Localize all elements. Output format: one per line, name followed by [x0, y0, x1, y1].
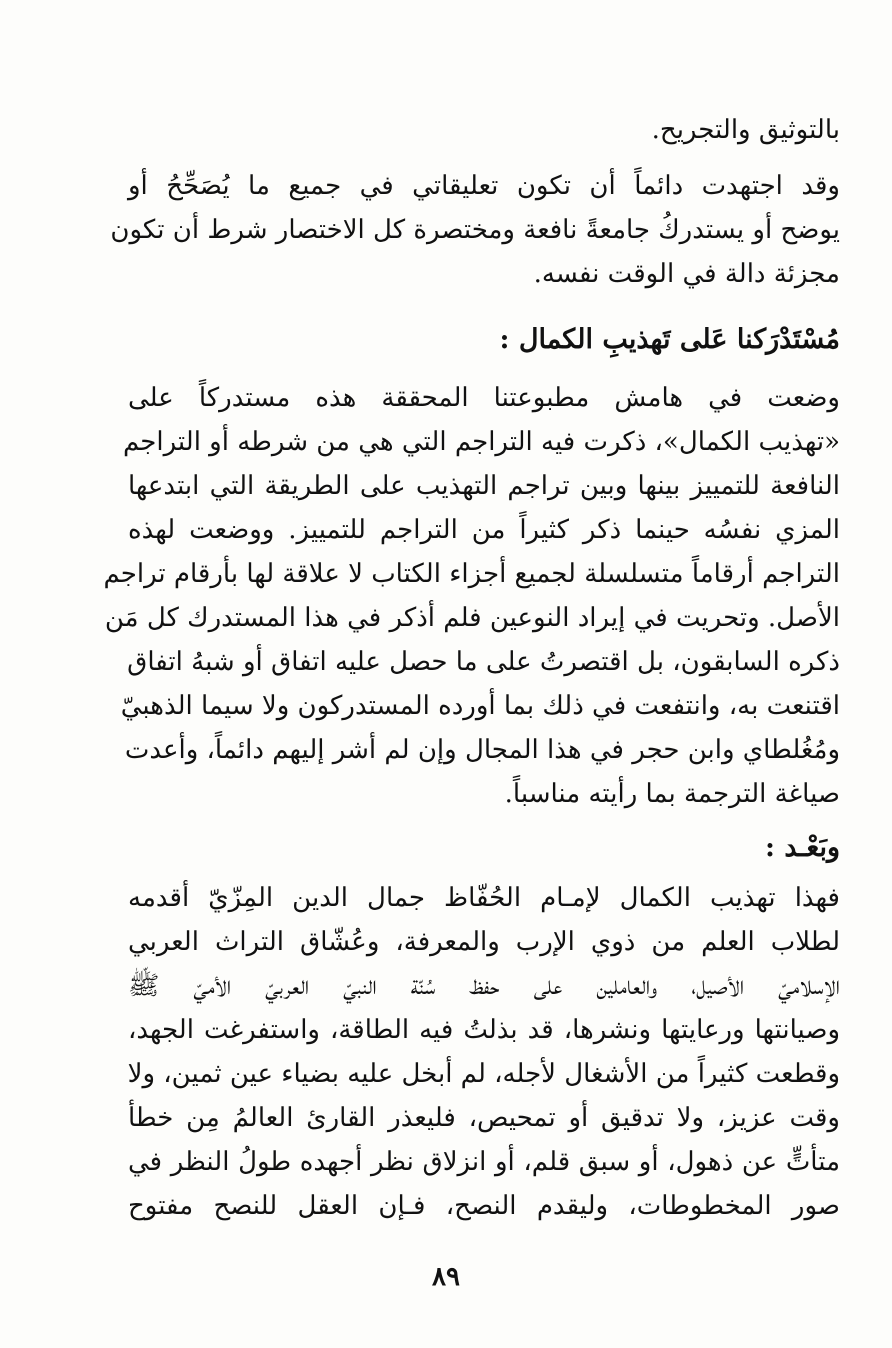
text-line: المزي نفسُه حينما ذكر كثيراً من التراجم للتمييز. ووضعت لهذه — [128, 515, 840, 545]
text-line: الأصل. وتحريت في إيراد النوعين فلم أذكر في هذا المستدرك كل مَن — [104, 603, 840, 633]
text-line: وصيانتها ورعايتها ونشرها، قد بذلتُ فيه الطاقة، واستفرغت الجهد، — [128, 1015, 840, 1045]
text-line: وقت عزيز، ولا تدقيق أو تمحيص، فليعذر القارئ العالمُ مِن خطأ — [128, 1103, 840, 1133]
text-line: ذكره السابقون، بل اقتصرتُ على ما حصل عليه اتفاق أو شبهُ اتفاق — [127, 647, 840, 677]
text-line: ومُغُلطاي وابن حجر في هذا المجال وإن لم أشر إليهم دائماً، وأعدت — [124, 735, 840, 765]
text-line: متأتٍّ عن ذهول، أو سبق قلم، أو انزلاق نظر أجهده طولُ النظر في — [128, 1147, 840, 1177]
text-line: فهذا تهذيب الكمال لإمـام الحُفّاظ جمال الدين المِزّيّ أقدمه — [128, 883, 840, 913]
text-line: التراجم أرقاماً متسلسلة لجميع أجزاء الكتاب لا علاقة لها بأرقام تراجم — [103, 559, 840, 589]
paragraph-supplement — [103, 376, 840, 816]
text-line: النافعة للتمييز بينها وبين تراجم التهذيب على الطريقة التي ابتدعها — [128, 471, 840, 501]
text-line: لطلاب العلم من ذوي الإرب والمعرفة، وعُشّاق التراث العربي — [128, 927, 840, 957]
text-line: صور المخطوطات، وليقدم النصح، فـإن العقل للنصح مفتوح — [128, 1191, 840, 1221]
paragraph-closing — [128, 876, 840, 1228]
text-line: الإسلاميّ الأصيل، والعاملين على حفظ سُنّة النبيّ العربيّ الأميّ ﷺ — [128, 971, 840, 1001]
text-line: بالتوثيق والتجريح. — [651, 115, 840, 145]
text-line: مجزئة دالة في الوقت نفسه. — [533, 259, 840, 289]
text-line: وقد اجتهدت دائماً أن تكون تعليقاتي في جميع ما يُصَحِّحُ أو — [128, 171, 840, 201]
text-line: صياغة الترجمة بما رأيته مناسباً. — [504, 779, 840, 809]
text-line: اقتنعت به، وانتفعت في ذلك بما أورده المستدركون ولا سيما الذهبيّ — [120, 691, 840, 721]
paragraph-commentary — [110, 164, 840, 296]
text-line: وقطعت كثيراً من الأشغال لأجله، لم أبخل عليه بضياء عين ثمين، ولا — [127, 1059, 840, 1089]
section-heading-supplement: مُسْتَدْرَكنا عَلى تَهذيبِ الكمال : — [499, 324, 840, 355]
text-line: يوضح أو يستدركُ جامعةً نافعة ومختصرة كل الاختصار شرط أن تكون — [110, 215, 840, 245]
page-number: ٨٩ — [432, 1262, 460, 1292]
text-line: وضعت في هامش مطبوعتنا المحققة هذه مستدركاً على — [128, 383, 840, 413]
section-heading-afterward: وبَعْـد : — [764, 832, 840, 863]
intro-paragraph — [128, 108, 840, 152]
text-line: «تهذيب الكمال»، ذكرت فيه التراجم التي هي من شرطه أو التراجم — [122, 427, 840, 457]
